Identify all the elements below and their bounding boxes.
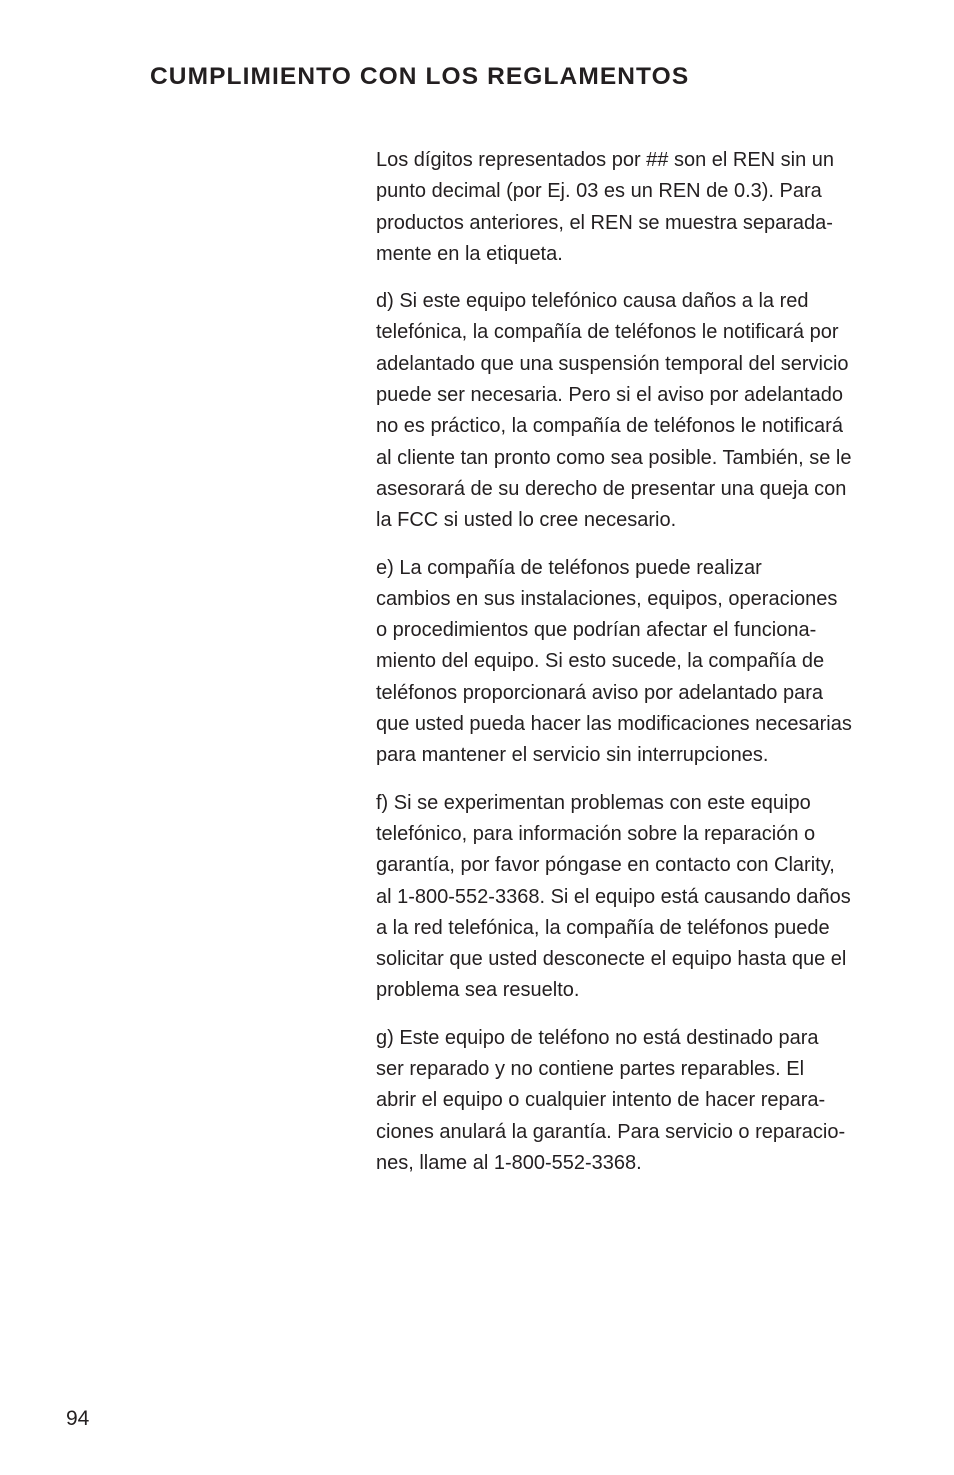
text-line: abrir el equipo o cualquier intento de hacer repara- [376,1089,826,1112]
text-line: d) Si este equipo telefónico causa daños a la red [376,290,809,313]
page-title: CUMPLIMIENTO CON LOS REGLAMENTOS [150,63,690,90]
text-line: miento del equipo. Si esto sucede, la compañía de [376,650,825,673]
paragraph-d-network-damage [376,286,896,536]
paragraph-f-repair-warranty [376,788,896,1007]
text-line: e) La compañía de teléfonos puede realizar [376,556,762,579]
text-line: puede ser necesaria. Pero si el aviso por adelantado [376,384,843,407]
text-line: problema sea resuelto. [376,979,580,1002]
text-line: ciones anulará la garantía. Para servicio o reparacio- [376,1120,846,1143]
paragraph-e-facility-changes [376,553,896,772]
text-line: punto decimal (por Ej. 03 es un REN de 0.3). Para [376,180,822,203]
page-number: 94 [66,1407,90,1430]
text-line: asesorará de su derecho de presentar una queja con [376,477,847,500]
text-line: nes, llame al 1-800-552-3368. [376,1151,642,1174]
text-line: telefónica, la compañía de teléfonos le notificará por [376,321,839,344]
paragraph-ren-digits [376,145,896,270]
text-line: la FCC si usted lo cree necesario. [376,509,677,532]
text-line: telefónico, para información sobre la reparación o [376,822,816,845]
text-line: al 1-800-552-3368. Si el equipo está causando daños [376,885,851,908]
text-line: g) Este equipo de teléfono no está destinado para [376,1026,819,1049]
text-line: Los dígitos representados por ## son el REN sin un [376,149,835,171]
text-line: productos anteriores, el REN se muestra separada- [376,211,833,234]
text-line: adelantado que una suspensión temporal del servicio [376,352,849,375]
text-line: cambios en sus instalaciones, equipos, operaciones [376,587,838,610]
text-line: ser reparado y no contiene partes reparables. El [376,1058,805,1081]
text-line: para mantener el servicio sin interrupciones. [376,744,769,767]
text-line: f) Si se experimentan problemas con este equipo [376,791,811,814]
text-line: a la red telefónica, la compañía de teléfonos puede [376,916,830,939]
body-text-column [376,145,896,1195]
paragraph-g-no-repairable-parts [376,1023,896,1179]
text-line: garantía, por favor póngase en contacto con Clarity, [376,854,835,877]
text-line: que usted pueda hacer las modificaciones necesarias [376,713,852,736]
text-line: al cliente tan pronto como sea posible. También, se le [376,446,852,469]
text-line: o procedimientos que podrían afectar el funciona- [376,619,817,642]
text-line: teléfonos proporcionará aviso por adelantado para [376,681,823,704]
text-line: solicitar que usted desconecte el equipo hasta que el [376,948,847,971]
text-line: no es práctico, la compañía de teléfonos le notificará [376,415,843,438]
text-line: mente en la etiqueta. [376,242,563,265]
